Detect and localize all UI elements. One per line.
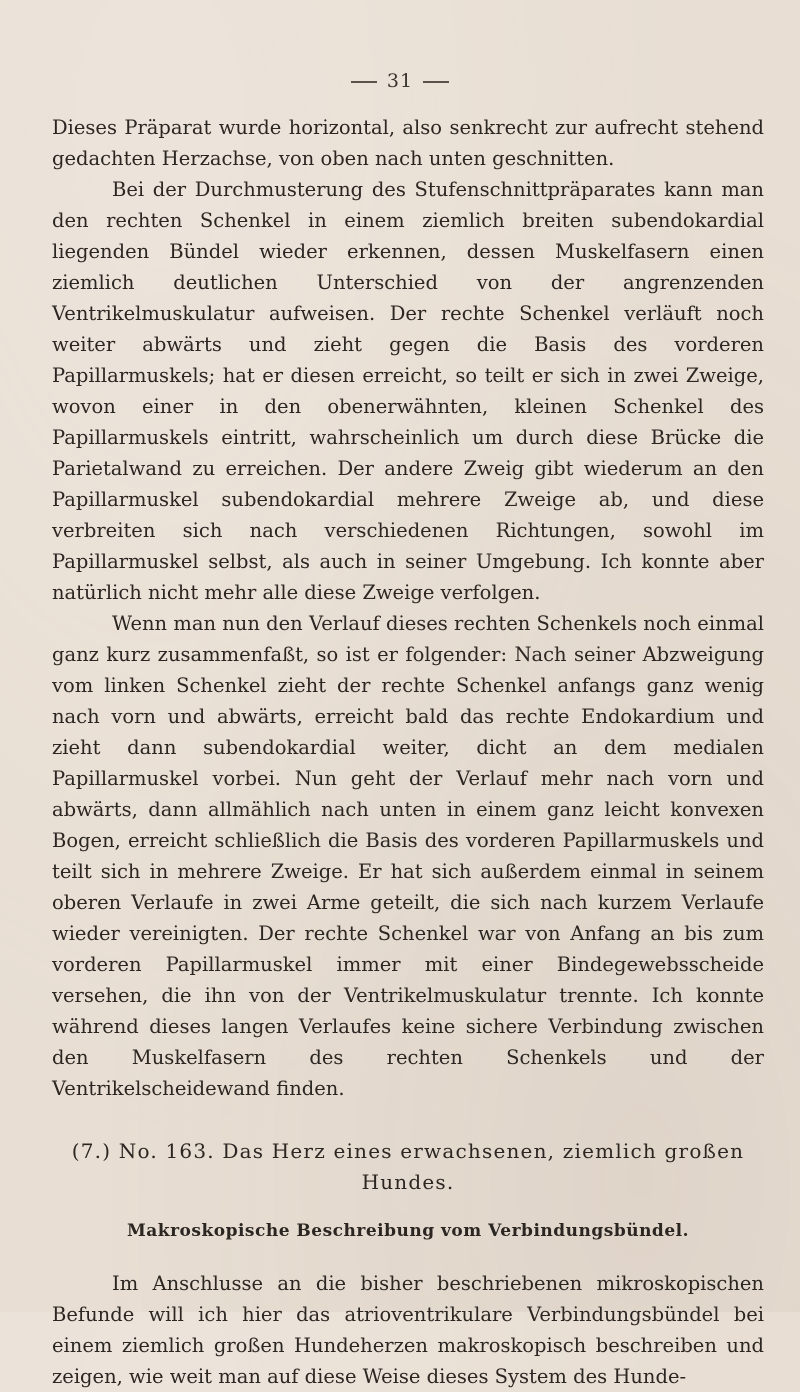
paragraph-1: Dieses Präparat wurde horizontal, also senkrecht zur aufrecht stehend gedachten Herzachse, von oben nach unten geschnitten. <box>52 116 764 170</box>
section-subheading: Makroskopische Beschreibung vom Verbindungsbündel. <box>126 1221 690 1241</box>
body-text <box>52 112 764 1392</box>
section-heading-line-1: (7.) No. 163. Das Herz eines erwachsenen, ziemlich großen <box>71 1139 745 1163</box>
paragraph-2: Bei der Durchmusterung des Stufenschnittpräparates kann man den rechten Schenkel in einem ziemlich breiten subendokardial liegenden Bündel wieder erkennen, dessen Muskelfasern einen ziemlich deutlichen Unterschied von der angrenzenden Ventrikelmuskulatur aufweisen. Der rechte Schenkel verläuft noch weiter abwärts und zieht gegen die Basis des vorderen Papillarmuskels; hat er diesen erreicht, so teilt er sich in zwei Zweige, wovon einer in den obenerwähnten, kleinen Schenkel des Papillarmuskels eintritt, wahrscheinlich um durch diese Brücke die Parietalwand zu erreichen. Der andere Zweig gibt wiederum an den Papillarmuskel subendokardial mehrere Zweige ab, und diese verbreiten sich nach verschiedenen Richtungen, sowohl im Papillarmuskel selbst, als auch in seiner Umgebung. Ich konnte aber natürlich nicht mehr alle diese Zweige verfolgen. <box>52 178 764 604</box>
section-paragraph: Im Anschlusse an die bisher beschriebenen mikroskopischen Befunde will ich hier das atrioventrikulare Verbindungsbündel bei einem ziemlich großen Hundeherzen makroskopisch beschreiben und zeigen, wie weit man auf diese Weise dieses System des Hunde- <box>52 1272 764 1388</box>
page-number-value: 31 <box>386 70 414 92</box>
page-number-left-dash <box>351 81 377 83</box>
paragraph-3: Wenn man nun den Verlauf dieses rechten Schenkels noch einmal ganz kurz zusammenfaßt, so ist er folgender: Nach seiner Abzweigung vom linken Schenkel zieht der rechte Schenkel anfangs ganz wenig nach vorn und abwärts, erreicht bald das rechte Endokardium und zieht dann subendokardial weiter, dicht an dem medialen Papillarmuskel vorbei. Nun geht der Verlauf mehr nach vorn und abwärts, dann allmählich nach unten in einem ganz leicht konvexen Bogen, erreicht schließlich die Basis des vorderen Papillarmuskels und teilt sich in mehrere Zweige. Er hat sich außerdem einmal in seinem oberen Verlaufe in zwei Arme geteilt, die sich nach kurzem Verlaufe wieder vereinigten. Der rechte Schenkel war von Anfang an bis zum vorderen Papillarmuskel immer mit einer Bindegewebsscheide versehen, die ihn von der Ventrikelmuskulatur trennte. Ich konnte während dieses langen Verlaufes keine sichere Verbindung zwischen den Muskelfasern des rechten Schenkels und der Ventrikelscheidewand finden. <box>52 612 764 1100</box>
page-number-right-dash <box>423 81 449 83</box>
section-heading-line-2: Hundes. <box>361 1170 455 1194</box>
section-heading <box>52 1136 764 1198</box>
page-number <box>0 70 800 92</box>
